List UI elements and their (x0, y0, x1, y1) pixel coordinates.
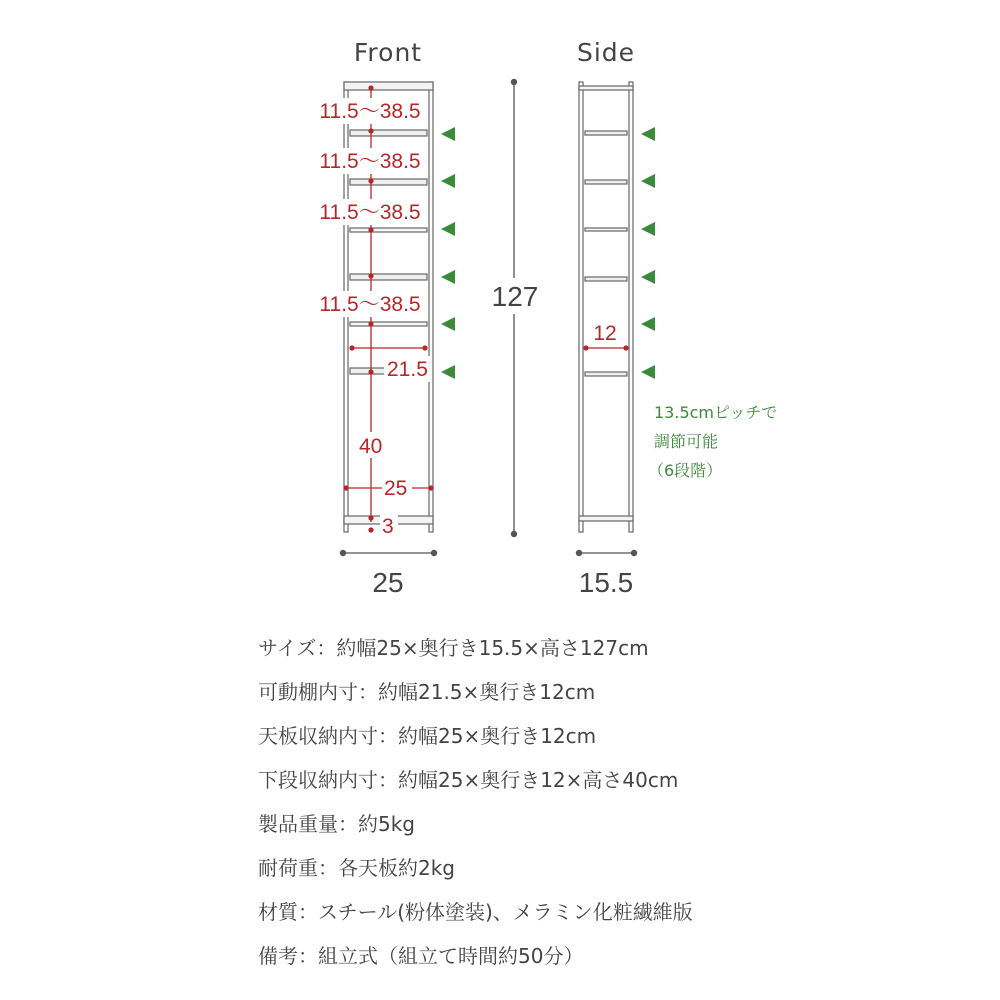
spec-notes: 備考：組立式（組立て時間約50分） (258, 944, 584, 968)
spec-lower-inner: 下段収納内寸：約幅25×奥行き12×高さ40cm (258, 768, 679, 792)
bottom-gap-label: 3 (382, 515, 394, 538)
gap-label-2: 11.5～38.5 (319, 150, 421, 173)
gap-label-3: 11.5～38.5 (319, 201, 421, 224)
shelf-width-label: 21.5 (387, 358, 428, 381)
front-adjust-arrows (441, 127, 455, 379)
spec-top-inner: 天板収納内寸：約幅25×奥行き12cm (258, 724, 597, 748)
adjust-note (648, 403, 777, 480)
depth-inner-label: 12 (593, 322, 617, 345)
lower-height-label: 40 (359, 435, 383, 458)
spec-list (258, 628, 978, 980)
front-width-dimension (340, 550, 437, 556)
spec-material: 材質：スチール(粉体塗装)、メラミン化粧繊維版 (258, 900, 693, 924)
overall-depth-label: 15.5 (578, 567, 634, 598)
inner-width-label: 25 (384, 477, 408, 500)
adjust-note-line-2: 調節可能 (654, 432, 719, 451)
spec-load: 耐荷重：各天板約2kg (258, 856, 456, 880)
side-depth-dimension (583, 345, 628, 350)
side-overall-depth-dimension (576, 550, 637, 556)
gap-label-1: 11.5～38.5 (319, 100, 421, 123)
side-view (576, 38, 778, 598)
side-title: Side (576, 38, 636, 67)
overall-width-label: 25 (372, 567, 404, 598)
gap-label-4: 11.5～38.5 (319, 293, 421, 316)
front-title: Front (353, 38, 423, 67)
spec-weight: 製品重量：約5kg (258, 812, 416, 836)
adjust-note-line-1: 13.5cmピッチで (654, 403, 778, 422)
height-label: 127 (491, 281, 539, 312)
spec-size: サイズ：約幅25×奥行き15.5×高さ127cm (258, 636, 649, 660)
adjust-note-line-3: （6段階） (648, 461, 723, 480)
front-view (314, 38, 455, 598)
side-adjust-arrows (641, 127, 655, 379)
spec-shelf-inner: 可動棚内寸：約幅21.5×奥行き12cm (258, 680, 596, 704)
side-frame (579, 82, 633, 532)
